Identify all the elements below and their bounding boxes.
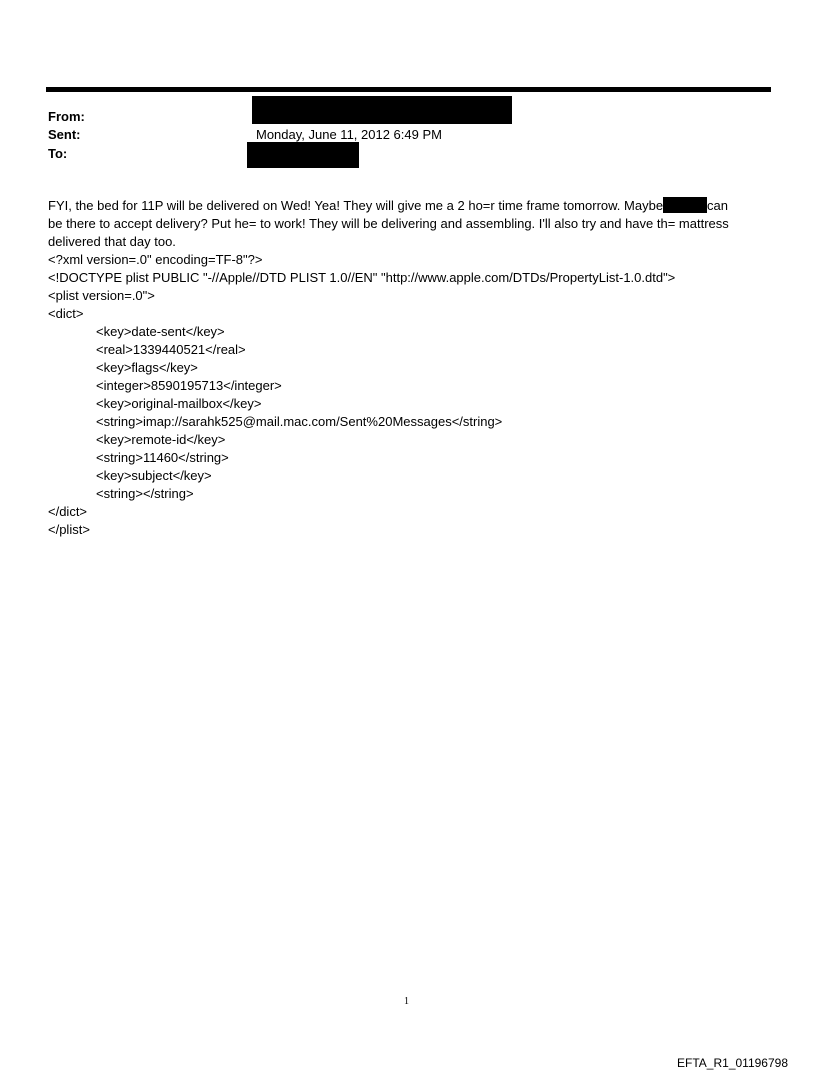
email-body xyxy=(48,197,773,539)
body-line-1 xyxy=(48,197,773,215)
body-line-2: be there to accept delivery? Put he= to work! They will be delivering and assembling. I'll also try and have th= mattress xyxy=(48,216,729,231)
xml-line: <key>flags</key> xyxy=(96,360,198,375)
body-line-1-tail: can xyxy=(707,198,729,213)
xml-line: <string>11460</string> xyxy=(96,450,229,465)
from-label: From: xyxy=(48,109,85,124)
xml-line: <plist version=.0"> xyxy=(48,288,155,303)
xml-line: <integer>8590195713</integer> xyxy=(96,378,282,393)
redaction-inline xyxy=(663,197,707,213)
xml-line: <key>subject</key> xyxy=(96,468,212,483)
xml-line: </plist> xyxy=(48,522,90,537)
xml-line: <key>date-sent</key> xyxy=(96,324,225,339)
xml-line: <key>original-mailbox</key> xyxy=(96,396,262,411)
top-rule xyxy=(46,87,771,92)
bates-number: EFTA_R1_01196798 xyxy=(677,1056,788,1070)
redaction-from xyxy=(252,96,512,124)
sent-label: Sent: xyxy=(48,127,81,142)
xml-line: <string></string> xyxy=(96,486,194,501)
page-number: 1 xyxy=(404,996,409,1007)
xml-line: <key>remote-id</key> xyxy=(96,432,226,447)
xml-line: </dict> xyxy=(48,504,88,519)
xml-line: <dict> xyxy=(48,306,84,321)
to-label: To: xyxy=(48,146,68,161)
sent-value: Monday, June 11, 2012 6:49 PM xyxy=(256,127,442,142)
xml-line: <real>1339440521</real> xyxy=(96,342,246,357)
redaction-to xyxy=(247,142,359,168)
body-line-3: delivered that day too. xyxy=(48,234,176,249)
xml-line: <!DOCTYPE plist PUBLIC "-//Apple//DTD PLIST 1.0//EN" "http://www.apple.com/DTDs/PropertyList-1.0.dtd"> xyxy=(48,270,676,285)
xml-line: <string>imap://sarahk525@mail.mac.com/Sent%20Messages</string> xyxy=(96,414,503,429)
xml-line: <?xml version=.0" encoding=TF-8"?> xyxy=(48,252,263,267)
body-line-1-text: FYI, the bed for 11P will be delivered on Wed! Yea! They will give me a 2 ho=r time frame tomorrow. Maybe xyxy=(48,198,664,213)
